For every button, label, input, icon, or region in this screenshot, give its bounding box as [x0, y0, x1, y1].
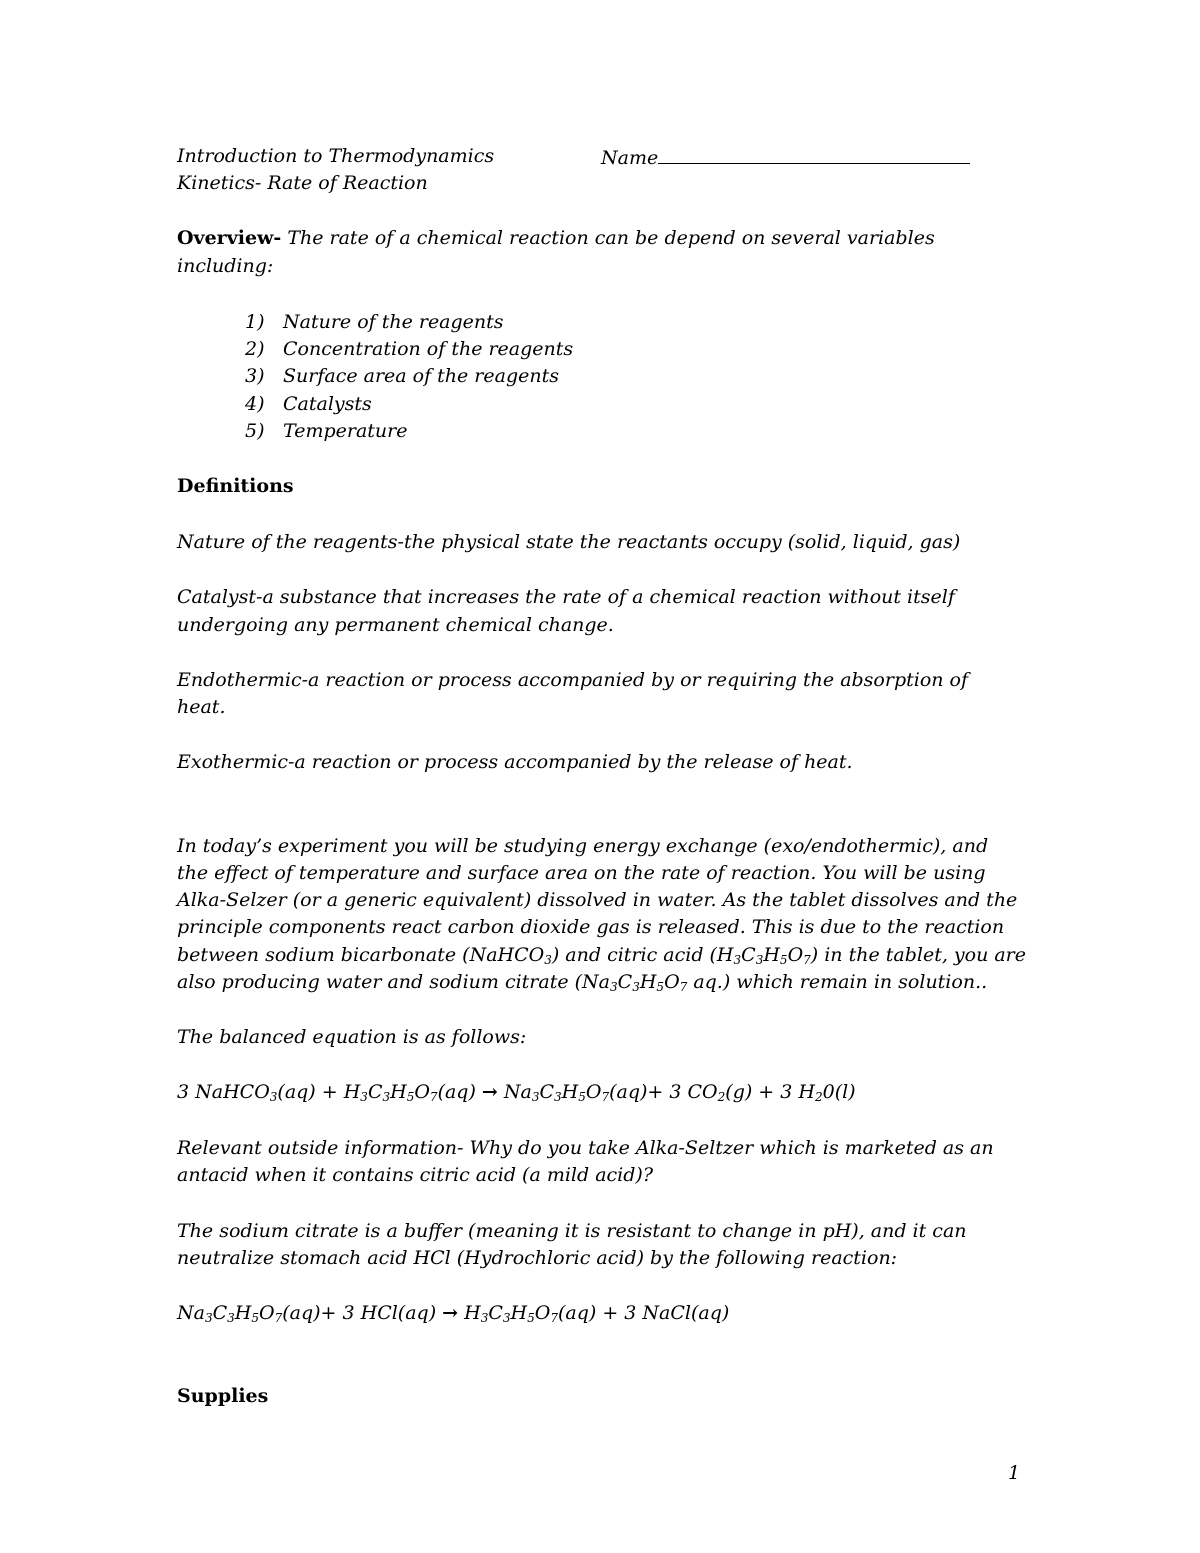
name-label: Name: [601, 147, 659, 169]
definition-nature: Nature of the reagents-the physical state the reactants occupy (solid, liquid, gas): [177, 531, 961, 553]
definition-catalyst-line1: Catalyst-a substance that increases the rate of a chemical reaction without itself: [177, 586, 955, 608]
course-title-line: [177, 145, 659, 169]
list-item: 2) Concentration of the reagents: [245, 338, 574, 360]
intro-line: In today’s experiment you will be studying energy exchange (exo/endothermic), and: [177, 835, 989, 857]
list-item: 4) Catalysts: [245, 393, 372, 415]
buffer-line2: neutralize stomach acid HCl (Hydrochloric acid) by the following reaction:: [177, 1247, 898, 1269]
name-blank-line: [658, 147, 970, 164]
definition-exothermic: Exothermic-a reaction or process accompanied by the release of heat.: [177, 751, 853, 773]
list-item: 5) Temperature: [245, 420, 408, 442]
intro-line: between sodium bicarbonate (NaHCO$_3$) and citric acid $(H_3C_3H_5O_7)$ in the tablet, you are: [177, 944, 1027, 967]
course-title: Introduction to Thermodynamics: [177, 145, 495, 167]
list-item: 3) Surface area of the reagents: [245, 365, 559, 387]
intro-line: also producing water and sodium citrate ($Na_3C_3H_5O_7$ aq.) which remain in solution..: [177, 971, 988, 994]
buffer-line1: The sodium citrate is a buffer (meaning it is resistant to change in pH), and it can: [177, 1220, 967, 1242]
definition-catalyst-line2: undergoing any permanent chemical change.: [177, 614, 614, 636]
relevant-info-line1: Relevant outside information- Why do you take Alka-Seltzer which is marketed as an: [177, 1137, 994, 1159]
definition-endothermic-line1: Endothermic-a reaction or process accompanied by or requiring the absorption of: [177, 669, 969, 691]
definitions-heading: Definitions: [177, 475, 294, 497]
arrow-icon: →: [442, 1302, 459, 1324]
intro-line: Alka-Selzer (or a generic equivalent) dissolved in water. As the tablet dissolves and the: [177, 889, 1018, 911]
overview-line2: including:: [177, 255, 274, 277]
page-number: 1: [1008, 1462, 1021, 1484]
neutralization-equation: $Na_3C_3H_5O_7(aq)+ 3$ $HCl(aq) \to H_3C_3H_5O_7(aq) + 3$ NaCl(aq): [177, 1302, 730, 1325]
list-item: 1) Nature of the reagents: [245, 311, 504, 333]
overview-label: Overview-: [177, 227, 282, 249]
balanced-equation: 3 NaHCO$_3$(aq) + $H_3C_3H_5O_7(aq) \to Na_3C_3H_5O_7(aq)+ 3$ $CO_2(g) + 3$ $H_20(l)$: [177, 1081, 856, 1104]
definition-endothermic-line2: heat.: [177, 696, 226, 718]
arrow-icon: →: [481, 1081, 498, 1103]
intro-line: principle components react carbon dioxide gas is released. This is due to the reaction: [177, 916, 1005, 938]
intro-line: the effect of temperature and surface area on the rate of reaction. You will be using: [177, 862, 986, 884]
name-field: [601, 147, 970, 168]
relevant-info-line2: antacid when it contains citric acid (a mild acid)?: [177, 1164, 654, 1186]
balanced-equation-label: The balanced equation is as follows:: [177, 1026, 527, 1048]
subtitle: Kinetics- Rate of Reaction: [177, 172, 428, 194]
overview-line1: [177, 229, 935, 248]
overview-text: The rate of a chemical reaction can be depend on several variables: [287, 227, 935, 249]
supplies-heading: Supplies: [177, 1385, 269, 1407]
